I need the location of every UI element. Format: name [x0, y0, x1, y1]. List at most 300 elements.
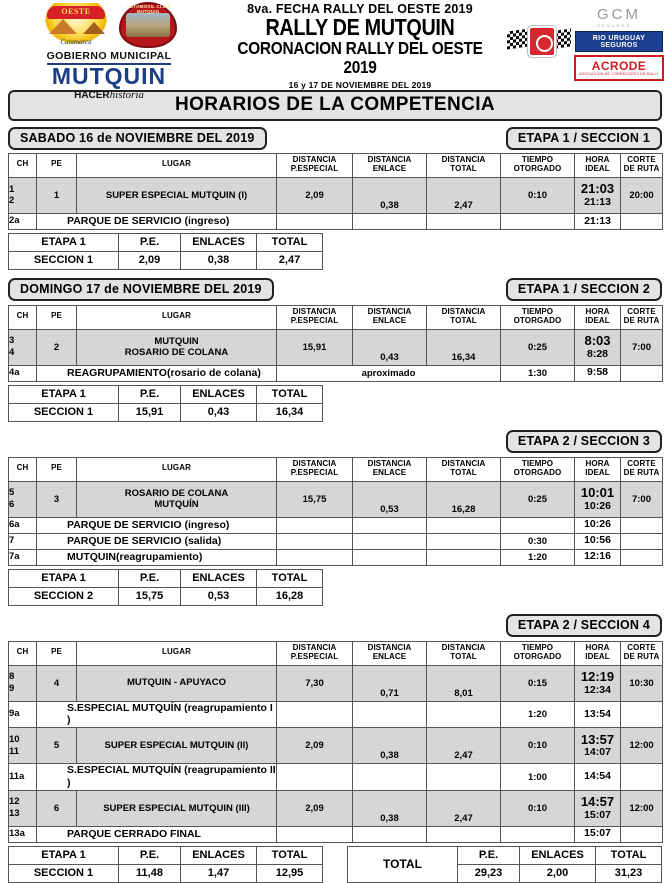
corte-de-ruta-value: 7:00: [621, 481, 663, 517]
ch-top: 8: [9, 671, 15, 683]
hora-top: 10:01: [580, 485, 615, 501]
hora-ideal-value: [575, 728, 621, 764]
lugar-name: [77, 481, 277, 517]
acrode-text: ACRODE: [591, 59, 647, 73]
col-dist-enlace-line2: ENLACE: [372, 467, 407, 477]
hora-value: 10:26: [584, 518, 611, 531]
ch-numbers: [9, 481, 37, 517]
hora-value: 15:07: [584, 827, 611, 840]
distancia-total-value: 16,28: [427, 481, 501, 517]
tiempo-otorgado-value: [501, 826, 575, 842]
col-hora-line2: IDEAL: [585, 651, 610, 661]
section-header-row-4: [8, 615, 662, 637]
club-shield-logo-icon: [119, 2, 177, 48]
schedule-table-section-2: [8, 305, 663, 382]
col-corte-line1: CORTE: [627, 642, 656, 652]
col-dist-total-line1: DISTANCIA: [441, 306, 486, 316]
hora-ideal-value: [575, 365, 621, 381]
hora-value: 9:58: [586, 366, 608, 379]
col-dist-enlace-line1: DISTANCIA: [367, 642, 412, 652]
ch-number: 9a: [9, 701, 37, 728]
lugar-line2: ROSARIO DE COLANA: [124, 347, 229, 359]
summary-enlaces-header: ENLACES: [181, 233, 257, 251]
col-tiempo-otorgado: [501, 641, 575, 665]
col-hora-line2: IDEAL: [585, 467, 610, 477]
event-subtitle-fecha: 8va. FECHA RALLY DEL OESTE 2019: [247, 2, 473, 16]
checkered-flag-left-icon: [507, 28, 529, 49]
ch-bottom: 11: [9, 745, 20, 757]
corte-de-ruta-value: [621, 517, 663, 533]
schedule-table-section-1: [8, 153, 663, 230]
ch-number: 4a: [9, 365, 37, 381]
hora-ideal-value: [575, 701, 621, 728]
summary-enlaces-header: ENLACES: [181, 569, 257, 587]
hora-ideal-value: [575, 517, 621, 533]
ch-bottom: 6: [9, 499, 15, 511]
distancia-total-value: 8,01: [427, 665, 501, 701]
gcm-subtext: SEGUROS: [597, 23, 632, 28]
tiempo-otorgado-value: 0:25: [501, 481, 575, 517]
col-corte-line1: CORTE: [627, 458, 656, 468]
summary-total-value: 12,95: [257, 864, 323, 882]
hora-value: 13:54: [584, 707, 611, 720]
ch-bottom: 4: [9, 347, 15, 359]
col-corte-de-ruta: [621, 457, 663, 481]
col-tiempo-line2: OTORGADO: [513, 467, 562, 477]
pe-number: 6: [37, 790, 77, 826]
col-tiempo-line2: OTORGADO: [513, 651, 562, 661]
col-corte-de-ruta: [621, 154, 663, 178]
grand-total-table: [347, 846, 662, 883]
distancia-enlace-value: 0,38: [353, 177, 427, 213]
col-pe: PE: [37, 154, 77, 178]
summary-wrapper-2: [8, 385, 662, 422]
distancia-pespecial-value: 15,75: [277, 481, 353, 517]
distancia-enlace-value: [353, 533, 427, 549]
col-dist-total-line2: TOTAL: [450, 467, 477, 477]
col-hora-line1: HORA: [585, 306, 610, 316]
summary-enlaces-value: 0,38: [181, 251, 257, 269]
summary-seccion-label: SECCION 1: [9, 251, 119, 269]
ch-top: 3: [9, 335, 15, 347]
corte-de-ruta-value: [621, 365, 663, 381]
lugar-line1: ROSARIO DE COLANA: [124, 487, 229, 499]
table-row: [9, 329, 663, 365]
corte-de-ruta-value: [621, 826, 663, 842]
corte-de-ruta-value: 7:00: [621, 329, 663, 365]
col-dist-enlace-line1: DISTANCIA: [367, 155, 412, 164]
historia-text: historia: [109, 88, 144, 101]
summary-total-header: TOTAL: [257, 233, 323, 251]
sponsor-logos-block: [572, 0, 666, 81]
table-row: [9, 177, 663, 213]
col-distancia-total: [427, 457, 501, 481]
summary-pe-header: P.E.: [119, 846, 181, 864]
col-hora-ideal: [575, 305, 621, 329]
corte-de-ruta-value: 12:00: [621, 728, 663, 764]
ch-numbers: [9, 665, 37, 701]
tiempo-otorgado-value: 0:15: [501, 665, 575, 701]
section-header-row-2: [8, 279, 662, 301]
summary-enlaces-header: ENLACES: [181, 846, 257, 864]
col-dist-enlace-line1: DISTANCIA: [367, 458, 412, 468]
distancia-pespecial-value: [277, 213, 353, 229]
col-tiempo-line1: TIEMPO: [521, 642, 554, 652]
col-dist-pe-line2: P.ESPECIAL: [290, 163, 339, 173]
logo-row: [41, 2, 177, 48]
ch-numbers: [9, 790, 37, 826]
gcm-sponsor-logo: [597, 6, 641, 28]
rally-badge-icon: [528, 26, 556, 57]
corte-de-ruta-value: [621, 533, 663, 549]
hora-ideal-value: [575, 549, 621, 565]
grand-total-enlaces-value: 2,00: [520, 864, 596, 882]
summary-pe-value: 15,75: [119, 587, 181, 605]
summary-pe-value: 11,48: [119, 864, 181, 882]
summary-table-section-1: [8, 233, 323, 270]
summary-pe-value: 2,09: [119, 251, 181, 269]
grand-total-pe-value: 29,23: [458, 864, 520, 882]
distancia-pespecial-value: [277, 701, 353, 728]
ch-number: 2a: [9, 213, 37, 229]
ch-number: 11a: [9, 764, 37, 791]
logo-oeste-text: OESTE: [61, 7, 91, 16]
ch-number: 13a: [9, 826, 37, 842]
summary-seccion-label: SECCION 1: [9, 403, 119, 421]
tiempo-otorgado-value: [501, 517, 575, 533]
col-tiempo-line1: TIEMPO: [521, 458, 554, 468]
distancia-total-value: [427, 517, 501, 533]
distancia-enlace-value: [353, 517, 427, 533]
event-title-main: RALLY DE MUTQUIN: [265, 14, 455, 40]
summary-value-row: [9, 403, 323, 421]
distancia-pespecial-value: 15,91: [277, 329, 353, 365]
grand-total-enlaces-header: ENLACES: [520, 846, 596, 864]
ch-number: 7: [9, 533, 37, 549]
grand-total-pe-header: P.E.: [458, 846, 520, 864]
hora-bottom: 21:13: [584, 195, 611, 208]
summary-header-row: [9, 385, 323, 403]
summary-spacer: [323, 385, 662, 422]
col-ch: CH: [9, 305, 37, 329]
stage-label-etapa2-seccion3: ETAPA 2 / SECCION 3: [506, 430, 662, 453]
col-dist-total-line2: TOTAL: [450, 315, 477, 325]
distancia-pespecial-value: [277, 764, 353, 791]
logo-catamarca-text: Catamarca: [60, 38, 92, 46]
col-dist-enlace-line1: DISTANCIA: [367, 306, 412, 316]
pe-number: 3: [37, 481, 77, 517]
col-hora-line2: IDEAL: [585, 163, 610, 173]
shield-photo-shape: [126, 13, 170, 37]
ch-number: 7a: [9, 549, 37, 565]
distancia-total-value: 16,34: [427, 329, 501, 365]
summary-wrapper-1: [8, 233, 662, 270]
hora-bottom: 12:34: [584, 683, 611, 696]
distancia-total-value: [427, 764, 501, 791]
summary-table-section-2: [8, 385, 323, 422]
col-pe: PE: [37, 305, 77, 329]
col-corte-line2: DE RUTA: [623, 315, 660, 325]
table-header-row: [9, 154, 663, 178]
col-dist-total-line2: TOTAL: [450, 651, 477, 661]
table-header-row: [9, 305, 663, 329]
hora-bottom: 8:28: [586, 347, 608, 360]
distancia-pespecial-value: [277, 533, 353, 549]
distancia-total-value: [427, 701, 501, 728]
summary-spacer: [323, 233, 662, 270]
distancia-enlace-value: [353, 826, 427, 842]
col-distancia-enlace: [353, 154, 427, 178]
ch-top: 10: [9, 733, 20, 745]
ch-bottom: 2: [9, 195, 15, 207]
col-ch: CH: [9, 457, 37, 481]
table-row: [9, 790, 663, 826]
col-hora-ideal: [575, 457, 621, 481]
col-dist-pe-line1: DISTANCIA: [292, 306, 337, 316]
rally-del-oeste-logo-icon: [41, 3, 111, 47]
event-title-block: [214, 0, 506, 90]
distancia-total-value: [427, 826, 501, 842]
col-distancia-total: [427, 641, 501, 665]
table-row: [9, 665, 663, 701]
lugar-line1: MUTQUIN: [154, 335, 199, 347]
ch-bottom: 9: [9, 683, 15, 695]
hora-ideal-value: [575, 790, 621, 826]
col-corte-de-ruta: [621, 641, 663, 665]
ch-top: 5: [9, 487, 15, 499]
logo-mountain-shape-2: [83, 22, 105, 34]
col-distancia-enlace: [353, 457, 427, 481]
distancia-total-value: 2,47: [427, 177, 501, 213]
col-tiempo-otorgado: [501, 305, 575, 329]
distancia-enlace-value: [353, 213, 427, 229]
shield-label-text: AUTOMOVIL CLUB MUTQUIN: [126, 4, 170, 14]
table-row: [9, 213, 663, 229]
summary-value-row: [9, 251, 323, 269]
summary-value-row: [9, 587, 323, 605]
lugar-name: PARQUE DE SERVICIO (salida): [37, 533, 277, 549]
col-dist-enlace-line2: ENLACE: [372, 651, 407, 661]
hora-bottom: 10:26: [584, 499, 611, 512]
tiempo-otorgado-value: 1:00: [501, 764, 575, 791]
acrode-subtext: ASOCIACION DE CORREDORES DE RALLY: [578, 72, 660, 76]
distancia-enlace-value: 0,53: [353, 481, 427, 517]
distancia-total-value: [427, 213, 501, 229]
stage-label-etapa1-seccion1: ETAPA 1 / SECCION 1: [506, 127, 662, 150]
hacer-text: HACER: [74, 89, 110, 101]
col-pe: PE: [37, 641, 77, 665]
pe-number: 4: [37, 665, 77, 701]
col-hora-line1: HORA: [585, 458, 610, 468]
lugar-name: SUPER ESPECIAL MUTQUIN (II): [77, 728, 277, 764]
table-row: [9, 517, 663, 533]
col-dist-total-line1: DISTANCIA: [441, 458, 486, 468]
col-dist-pe-line1: DISTANCIA: [292, 155, 337, 164]
distancia-enlace-value: 0,71: [353, 665, 427, 701]
checkered-flag-emblem: [506, 0, 572, 80]
col-dist-pe-line2: P.ESPECIAL: [290, 651, 339, 661]
lugar-name: PARQUE CERRADO FINAL: [37, 826, 277, 842]
col-lugar: LUGAR: [77, 457, 277, 481]
summary-total-value: 16,34: [257, 403, 323, 421]
tiempo-otorgado-value: 1:30: [501, 365, 575, 381]
grand-total-total-header: TOTAL: [596, 846, 662, 864]
col-tiempo-line1: TIEMPO: [521, 155, 554, 164]
ch-top: 12: [9, 796, 20, 808]
gobierno-municipal-label: GOBIERNO MUNICIPAL: [47, 50, 172, 65]
summary-enlaces-value: 0,43: [181, 403, 257, 421]
day-label-domingo: DOMINGO 17 de NOVIEMBRE DEL 2019: [8, 278, 274, 301]
table-header-row: [9, 457, 663, 481]
col-dist-pe-line1: DISTANCIA: [292, 642, 337, 652]
ch-number: 6a: [9, 517, 37, 533]
logo-mountain-shape: [49, 19, 77, 34]
col-lugar: LUGAR: [77, 154, 277, 178]
distancia-pespecial-value: 2,09: [277, 728, 353, 764]
event-dates: 16 y 17 DE NOVIEMBRE DEL 2019: [288, 80, 432, 91]
col-distancia-pespecial: [277, 154, 353, 178]
col-lugar: LUGAR: [77, 305, 277, 329]
ch-numbers: [9, 177, 37, 213]
tiempo-otorgado-value: 0:10: [501, 790, 575, 826]
col-dist-total-line1: DISTANCIA: [441, 642, 486, 652]
summary-spacer: [323, 569, 662, 606]
summary-enlaces-header: ENLACES: [181, 385, 257, 403]
summary-total-header: TOTAL: [257, 846, 323, 864]
col-dist-pe-line2: P.ESPECIAL: [290, 315, 339, 325]
summary-pe-header: P.E.: [119, 233, 181, 251]
hora-value: 12:16: [584, 550, 611, 563]
hora-ideal-value: [575, 826, 621, 842]
hora-bottom: 14:07: [584, 746, 611, 759]
table-row: [9, 365, 663, 381]
hora-bottom: 15:07: [584, 808, 611, 821]
corte-de-ruta-value: [621, 213, 663, 229]
col-tiempo-otorgado: [501, 154, 575, 178]
table-header-row: [9, 641, 663, 665]
day-label-sabado: SABADO 16 de NOVIEMBRE DEL 2019: [8, 127, 267, 150]
distancia-pespecial-value: 2,09: [277, 790, 353, 826]
tiempo-otorgado-value: 0:10: [501, 728, 575, 764]
distancia-enlace-value: 0,38: [353, 728, 427, 764]
bottom-summary-row: [8, 846, 662, 883]
distancia-total-value: 2,47: [427, 790, 501, 826]
col-corte-line2: DE RUTA: [623, 467, 660, 477]
summary-seccion-label: SECCION 2: [9, 587, 119, 605]
distancia-total-value: [427, 533, 501, 549]
summary-value-row: [9, 864, 323, 882]
col-lugar: LUGAR: [77, 641, 277, 665]
summary-total-header: TOTAL: [257, 569, 323, 587]
corte-de-ruta-value: [621, 549, 663, 565]
aproximado-note: aproximado: [277, 365, 501, 381]
summary-pe-header: P.E.: [119, 569, 181, 587]
col-corte-line1: CORTE: [627, 306, 656, 316]
lugar-name: REAGRUPAMIENTO(rosario de colana): [37, 365, 277, 381]
summary-header-row: [9, 846, 323, 864]
col-ch: CH: [9, 641, 37, 665]
col-distancia-total: [427, 305, 501, 329]
summary-header-row: [9, 233, 323, 251]
col-dist-enlace-line2: ENLACE: [372, 315, 407, 325]
distancia-enlace-value: [353, 549, 427, 565]
col-distancia-enlace: [353, 305, 427, 329]
summary-seccion-label: SECCION 1: [9, 864, 119, 882]
acrode-sponsor-logo: [574, 55, 664, 81]
lugar-name: MUTQUIN(reagrupamiento): [37, 549, 277, 565]
table-row: [9, 764, 663, 791]
pe-number: 5: [37, 728, 77, 764]
summary-header-row: [9, 569, 323, 587]
col-hora-ideal: [575, 641, 621, 665]
ch-top: 1: [9, 183, 15, 195]
col-distancia-pespecial: [277, 641, 353, 665]
event-title-secondary: CORONACION RALLY DEL OESTE 2019: [237, 38, 483, 77]
ch-numbers: [9, 329, 37, 365]
hora-ideal-value: [575, 481, 621, 517]
summary-etapa-header: ETAPA 1: [9, 846, 119, 864]
col-tiempo-line2: OTORGADO: [513, 163, 562, 173]
summary-etapa-header: ETAPA 1: [9, 569, 119, 587]
corte-de-ruta-value: [621, 764, 663, 791]
summary-total-value: 2,47: [257, 251, 323, 269]
lugar-name: SUPER ESPECIAL MUTQUIN (III): [77, 790, 277, 826]
col-corte-de-ruta: [621, 305, 663, 329]
summary-total-value: 16,28: [257, 587, 323, 605]
table-row: [9, 549, 663, 565]
hacer-historia-tagline: [74, 89, 144, 101]
hora-top: 12:19: [580, 668, 615, 684]
corte-de-ruta-value: [621, 701, 663, 728]
corte-de-ruta-value: 12:00: [621, 790, 663, 826]
tiempo-otorgado-value: 1:20: [501, 701, 575, 728]
summary-table-section-3: [8, 569, 323, 606]
distancia-enlace-value: [353, 701, 427, 728]
mutquin-wordmark: MUTQUIN: [51, 63, 167, 89]
hora-value: 14:54: [584, 770, 611, 783]
schedule-table-section-3: [8, 457, 663, 566]
corte-de-ruta-value: 20:00: [621, 177, 663, 213]
summary-enlaces-value: 1,47: [181, 864, 257, 882]
hora-ideal-value: [575, 177, 621, 213]
hora-top: 13:57: [580, 731, 615, 747]
tiempo-otorgado-value: [501, 213, 575, 229]
col-pe: PE: [37, 457, 77, 481]
table-row: [9, 728, 663, 764]
tiempo-otorgado-value: 1:20: [501, 549, 575, 565]
distancia-total-value: 2,47: [427, 728, 501, 764]
col-corte-line1: CORTE: [627, 155, 656, 164]
distancia-enlace-value: [353, 764, 427, 791]
col-dist-enlace-line2: ENLACE: [372, 163, 407, 173]
flag-wrapper: [507, 23, 571, 57]
section-header-row-3: [8, 431, 662, 453]
col-hora-ideal: [575, 154, 621, 178]
hora-top: 14:57: [580, 794, 615, 810]
summary-wrapper-3: [8, 569, 662, 606]
col-dist-pe-line2: P.ESPECIAL: [290, 467, 339, 477]
summary-table-section-4: [8, 846, 323, 883]
col-distancia-enlace: [353, 641, 427, 665]
col-dist-pe-line1: DISTANCIA: [292, 458, 337, 468]
grand-total-total-value: 31,23: [596, 864, 662, 882]
hora-ideal-value: [575, 764, 621, 791]
summary-etapa-header: ETAPA 1: [9, 233, 119, 251]
distancia-pespecial-value: [277, 517, 353, 533]
pe-number: 2: [37, 329, 77, 365]
distancia-enlace-value: 0,43: [353, 329, 427, 365]
lugar-name: PARQUE DE SERVICIO (ingreso): [37, 213, 277, 229]
